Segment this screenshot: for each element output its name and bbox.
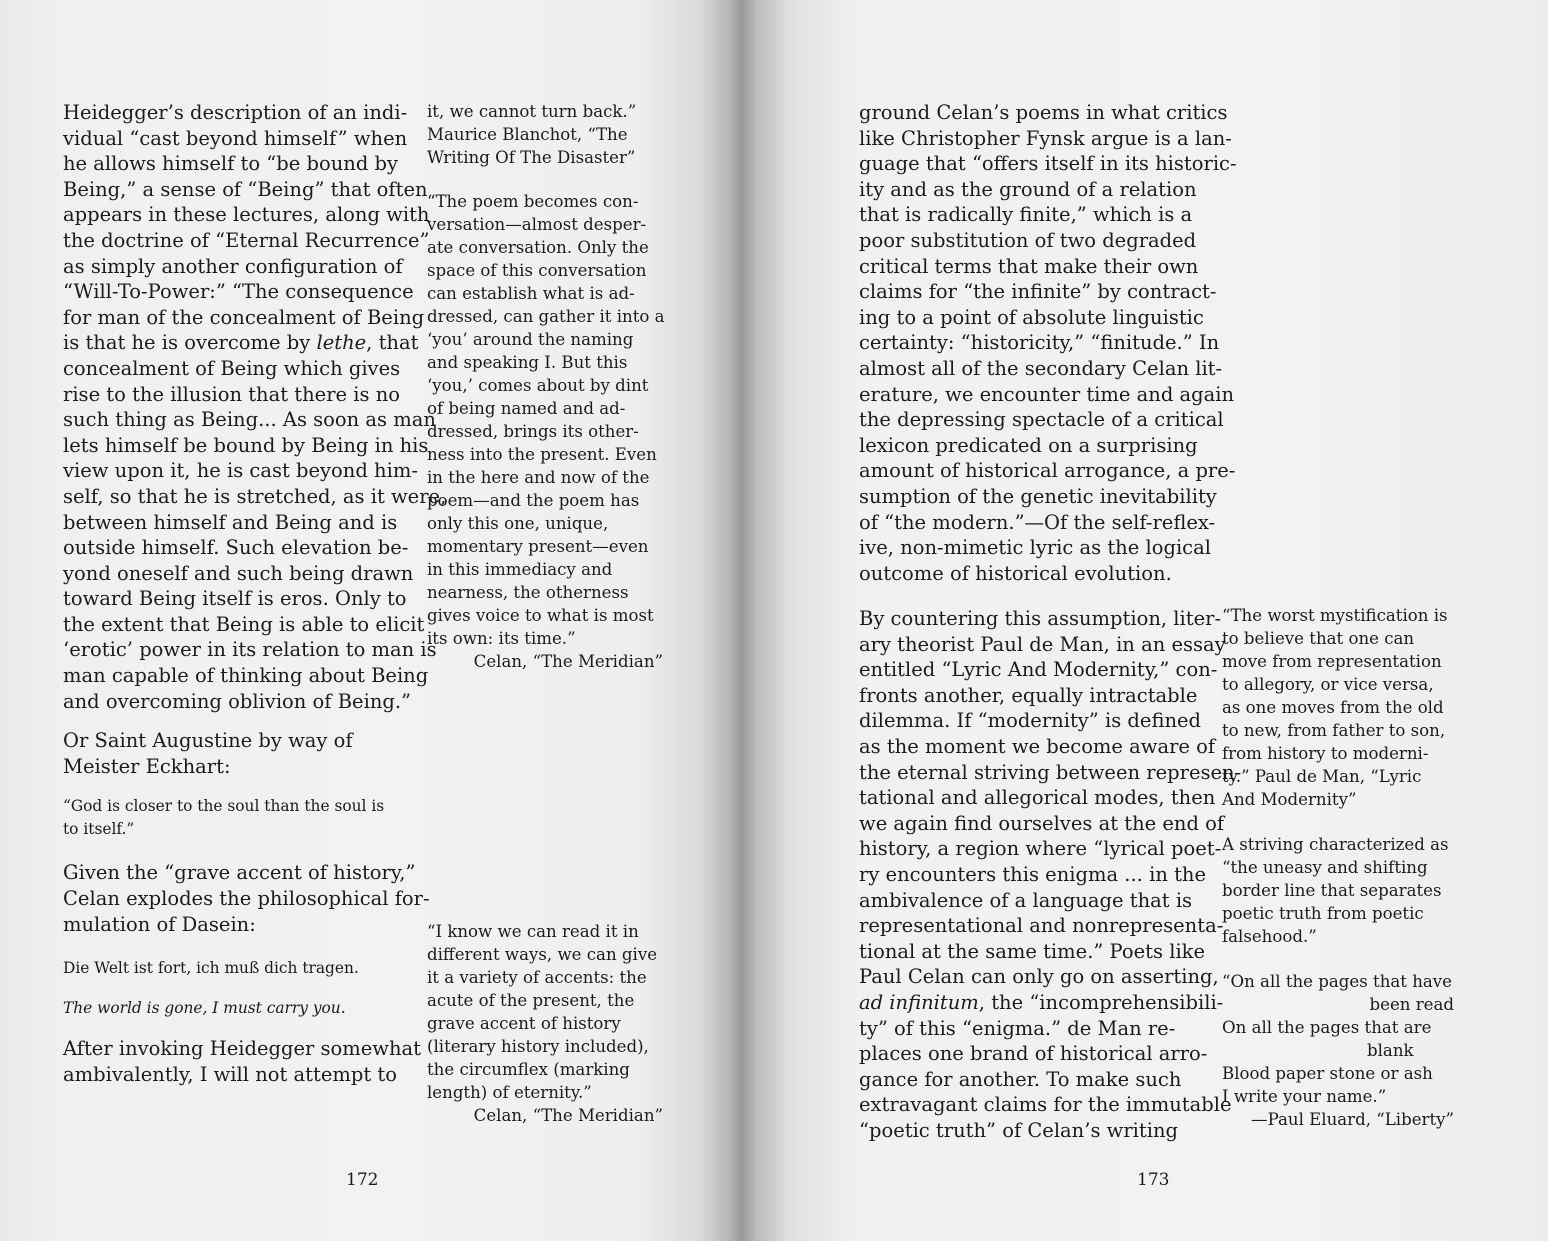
text-line: dilemma. If “modernity” is defined	[859, 709, 1202, 733]
text-line: lexicon predicated on a surprising	[859, 433, 1198, 457]
text-line: claims for “the infinite” by contract-	[859, 280, 1217, 304]
text-line: grave accent of history	[427, 1014, 621, 1033]
text-line: momentary present—even	[427, 537, 649, 556]
text-line: ate conversation. Only the	[427, 238, 649, 257]
text-line: as the moment we become aware of	[859, 734, 1216, 758]
text-line: length) of eternity.”	[427, 1083, 592, 1102]
right-main-column-top	[859, 100, 1237, 586]
dasein-paragraph	[63, 860, 430, 937]
text-line: the doctrine of “Eternal Recurrence”	[63, 228, 430, 252]
text-line: Maurice Blanchot, “The	[427, 125, 628, 144]
text-line: ‘you’ around the naming	[427, 330, 634, 349]
text-line: poor substitution of two degraded	[859, 228, 1197, 252]
text-line: from history to moderni-	[1222, 744, 1429, 763]
text-line: different ways, we can give	[427, 945, 658, 964]
text-line: ty.” Paul de Man, “Lyric	[1222, 767, 1422, 786]
text-line: Celan explodes the philosophical for-	[63, 887, 430, 911]
text-line: entitled “Lyric And Modernity,” con-	[859, 658, 1218, 682]
text-line: “The poem becomes con-	[427, 192, 639, 211]
text-line: is that he is overcome by lethe, that	[63, 331, 419, 355]
left-page	[0, 0, 740, 1241]
text-line: lets himself be bound by Being in his	[63, 433, 429, 457]
text-line: the circumflex (marking	[427, 1060, 630, 1079]
text-line: ing to a point of absolute linguistic	[859, 305, 1204, 329]
text-line: border line that separates	[1222, 881, 1442, 900]
text-line: After invoking Heidegger somewhat	[63, 1037, 422, 1061]
text-line: guage that “offers itself in its historic-	[859, 152, 1237, 176]
text-line: the extent that Being is able to elicit	[63, 612, 425, 636]
text-line: yond oneself and such being drawn	[63, 561, 414, 585]
text-line: extravagant claims for the immutable	[859, 1093, 1232, 1117]
text-line: only this one, unique,	[427, 514, 609, 533]
text-line: to allegory, or vice versa,	[1222, 675, 1434, 694]
text-line: Given the “grave accent of history,”	[63, 861, 416, 885]
text-line: mulation of Dasein:	[63, 912, 256, 936]
left-side-column	[427, 100, 663, 673]
eluard-line-3: On all the pages that are	[1222, 1018, 1432, 1037]
fynsk-paragraph	[859, 100, 1237, 586]
text-line: move from representation	[1222, 652, 1442, 671]
text-line: outcome of historical evolution.	[859, 561, 1172, 585]
text-line: poem—and the poem has	[427, 491, 640, 510]
blanchot-quote	[427, 100, 663, 169]
text-line: falsehood.”	[1222, 927, 1317, 946]
text-line: its own: its time.”	[427, 629, 576, 648]
text-line: “the uneasy and shifting	[1222, 858, 1428, 877]
text-line: we again find ourselves at the end of	[859, 811, 1225, 835]
text-line: ry encounters this enigma ... in the	[859, 862, 1207, 886]
text-line: ‘you,’ comes about by dint	[427, 376, 649, 395]
text-line: between himself and Being and is	[63, 510, 398, 534]
page-number-173: 173	[1137, 1170, 1170, 1190]
eluard-line-4: blank	[1367, 1041, 1414, 1060]
text-line: concealment of Being which gives	[63, 356, 401, 380]
text-line: to new, from father to son,	[1222, 721, 1446, 740]
after-invoking-paragraph	[63, 1036, 422, 1087]
eluard-line-5: Blood paper stone or ash	[1222, 1064, 1433, 1083]
text-line: in the here and now of the	[427, 468, 650, 487]
text-line: representational and nonrepresenta-	[859, 914, 1224, 938]
text-line: nearness, the otherness	[427, 583, 629, 602]
text-line: By countering this assumption, liter-	[859, 607, 1222, 630]
left-side-column-lower	[427, 920, 663, 1127]
text-line: to itself.”	[63, 820, 135, 839]
text-line: fronts another, equally intractable	[859, 683, 1198, 707]
text-line: amount of historical arrogance, a pre-	[859, 459, 1236, 483]
text-line: man capable of thinking about Being	[63, 664, 429, 688]
heidegger-paragraph	[63, 100, 447, 714]
text-line: appears in these lectures, along with	[63, 203, 430, 227]
text-line: for man of the concealment of Being	[63, 305, 425, 329]
eluard-line-1: “On all the pages that have	[1222, 972, 1452, 991]
text-line: A striving characterized as	[1222, 835, 1449, 854]
left-main-column	[63, 100, 447, 1087]
text-line: “Will-To-Power:” “The consequence	[63, 280, 414, 304]
text-line: versation—almost desper-	[427, 215, 647, 234]
text-line: ad infinitum, the “incomprehensibili-	[859, 990, 1224, 1014]
text-line: acute of the present, the	[427, 991, 635, 1010]
eluard-poem	[1222, 970, 1454, 1131]
text-line: certainty: “historicity,” “finitude.” In	[859, 331, 1220, 355]
text-line: and speaking I. But this	[427, 353, 628, 372]
text-line: gance for another. To make such	[859, 1067, 1182, 1091]
text-line: self, so that he is stretched, as it were,	[63, 484, 447, 508]
text-line: “The worst mystification is	[1222, 606, 1448, 625]
text-line: such thing as Being... As soon as man	[63, 408, 436, 432]
augustine-paragraph	[63, 728, 413, 779]
text-line: ‘erotic’ power in its relation to man is	[63, 638, 437, 662]
text-line: “poetic truth” of Celan’s writing	[859, 1118, 1179, 1142]
text-line: ive, non-mimetic lyric as the logical	[859, 536, 1211, 560]
text-line: (literary history included),	[427, 1037, 649, 1056]
text-line: the eternal striving between represen-	[859, 760, 1242, 784]
text-line: Being,” a sense of “Being” that often	[63, 177, 428, 201]
text-line: And Modernity”	[1222, 790, 1357, 809]
text-line: Paul Celan can only go on asserting,	[859, 965, 1219, 989]
text-line: of “the modern.”—Of the self-reflex-	[859, 510, 1216, 534]
text-line: like Christopher Fynsk argue is a lan-	[859, 126, 1232, 150]
right-side-column	[1222, 604, 1454, 1131]
text-line: ness into the present. Even	[427, 445, 657, 464]
text-line: Heidegger’s description of an indi-	[63, 101, 408, 124]
text-line: dressed, can gather it into a	[427, 307, 665, 326]
text-line: places one brand of historical arro-	[859, 1042, 1208, 1066]
text-line: almost all of the secondary Celan lit-	[859, 356, 1223, 380]
text-line: as simply another configuration of	[63, 254, 403, 278]
text-line: can establish what is ad-	[427, 284, 635, 303]
eluard-line-2: been read	[1369, 995, 1454, 1014]
text-line: Meister Eckhart:	[63, 754, 231, 778]
meridian-quote-1	[427, 190, 663, 650]
text-line: “I know we can read it in	[427, 922, 639, 941]
de-man-quote	[1222, 604, 1454, 811]
meridian-attribution-1: Celan, “The Meridian”	[473, 652, 663, 671]
page-number-172: 172	[346, 1170, 379, 1190]
text-line: history, a region where “lyrical poet-	[859, 837, 1222, 861]
meridian-quote-2	[427, 920, 663, 1104]
eckhart-quote	[63, 795, 413, 841]
text-line: “God is closer to the soul than the soul is	[63, 797, 385, 816]
text-line: he allows himself to “be bound by	[63, 152, 399, 176]
text-line: ty” of this “enigma.” de Man re-	[859, 1016, 1176, 1040]
text-line: outside himself. Such elevation be-	[63, 536, 409, 560]
text-line: and overcoming oblivion of Being.”	[63, 689, 412, 713]
text-line: it a variety of accents: the	[427, 968, 647, 987]
text-line: it, we cannot turn back.”	[427, 102, 637, 121]
eluard-line-6: I write your name.”	[1222, 1087, 1387, 1106]
text-line: tational and allegorical modes, then	[859, 786, 1216, 810]
right-main-column-bottom	[859, 606, 1242, 1143]
text-line: as one moves from the old	[1222, 698, 1444, 717]
striving-quote	[1222, 833, 1454, 948]
de-man-paragraph	[859, 606, 1242, 1143]
text-line: dressed, brings its other-	[427, 422, 639, 441]
text-line: space of this conversation	[427, 261, 647, 280]
text-line: ground Celan’s poems in what critics	[859, 101, 1228, 124]
text-line: that is radically finite,” which is a	[859, 203, 1193, 227]
english-translation-line: The world is gone, I must carry you.	[63, 999, 346, 1018]
text-line: ambivalence of a language that is	[859, 888, 1193, 912]
text-line: ary theorist Paul de Man, in an essay	[859, 632, 1226, 656]
eluard-attribution: —Paul Eluard, “Liberty”	[1251, 1110, 1454, 1129]
text-line: critical terms that make their own	[859, 254, 1199, 278]
text-line: gives voice to what is most	[427, 606, 654, 625]
text-line: of being named and ad-	[427, 399, 626, 418]
meridian-attribution-2: Celan, “The Meridian”	[473, 1106, 663, 1125]
text-line: tional at the same time.” Poets like	[859, 939, 1206, 963]
text-line: rise to the illusion that there is no	[63, 382, 401, 406]
text-line: toward Being itself is eros. Only to	[63, 587, 407, 611]
german-line: Die Welt ist fort, ich muß dich tragen.	[63, 959, 359, 978]
text-line: Writing Of The Disaster”	[427, 148, 636, 167]
text-line: sumption of the genetic inevitability	[859, 484, 1217, 508]
text-line: ity and as the ground of a relation	[859, 177, 1197, 201]
right-page	[742, 0, 1548, 1241]
text-line: view upon it, he is cast beyond him-	[63, 459, 418, 483]
text-line: to believe that one can	[1222, 629, 1415, 648]
text-line: vidual “cast beyond himself” when	[63, 126, 408, 150]
text-line: Or Saint Augustine by way of	[63, 729, 353, 753]
text-line: ambivalently, I will not attempt to	[63, 1062, 397, 1086]
text-line: the depressing spectacle of a critical	[859, 408, 1224, 432]
text-line: erature, we encounter time and again	[859, 382, 1235, 406]
text-line: poetic truth from poetic	[1222, 904, 1424, 923]
text-line: in this immediacy and	[427, 560, 613, 579]
